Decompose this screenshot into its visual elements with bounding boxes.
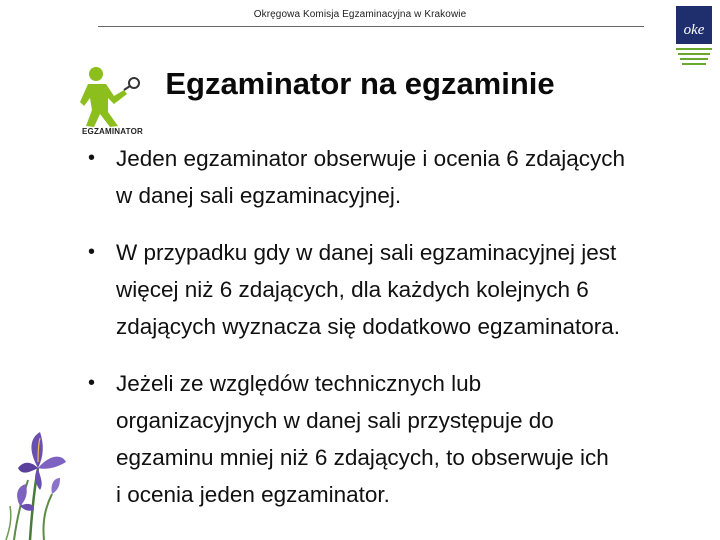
bullet-line: Jeden egzaminator obserwuje i ocenia 6 zdających: [116, 146, 626, 171]
bullet-line: i ocenia jeden egzaminator.: [116, 482, 390, 507]
bullet-line: więcej niż 6 zdających, dla każdych kolejnych 6: [116, 277, 589, 302]
bullet-glyph: •: [88, 241, 96, 263]
bullet-line: w danej sali egzaminacyjnej.: [116, 183, 402, 208]
bullet-line: Jeżeli ze względów technicznych lub: [116, 371, 482, 396]
figure-caption: EGZAMINATOR: [82, 127, 144, 136]
bullet-glyph: •: [88, 147, 96, 169]
header-divider: [98, 26, 644, 27]
bullet-line: W przypadku gdy w danej sali egzaminacyjnej jest: [116, 240, 617, 265]
oke-logo-icon: [672, 4, 716, 70]
bullet-line: organizacyjnych w danej sali przystępuje do: [116, 408, 554, 433]
header-title: Okręgowa Komisja Egzaminacyjna w Krakowie: [253, 9, 467, 20]
bullet-line: zdających wyznacza się dodatkowo egzaminatora.: [116, 314, 621, 339]
bullet-item: [88, 140, 698, 214]
slide-title: Egzaminator na egzaminie: [165, 66, 555, 101]
bullet-line: egzaminu mniej niż 6 zdających, to obserwuje ich: [116, 445, 609, 470]
bullet-item: [88, 365, 698, 513]
logo-letters: oke: [683, 22, 705, 38]
bullet-item: [88, 234, 698, 345]
bullet-list: [88, 140, 698, 533]
iris-flower-icon: [0, 410, 80, 540]
bullet-glyph: •: [88, 372, 96, 394]
